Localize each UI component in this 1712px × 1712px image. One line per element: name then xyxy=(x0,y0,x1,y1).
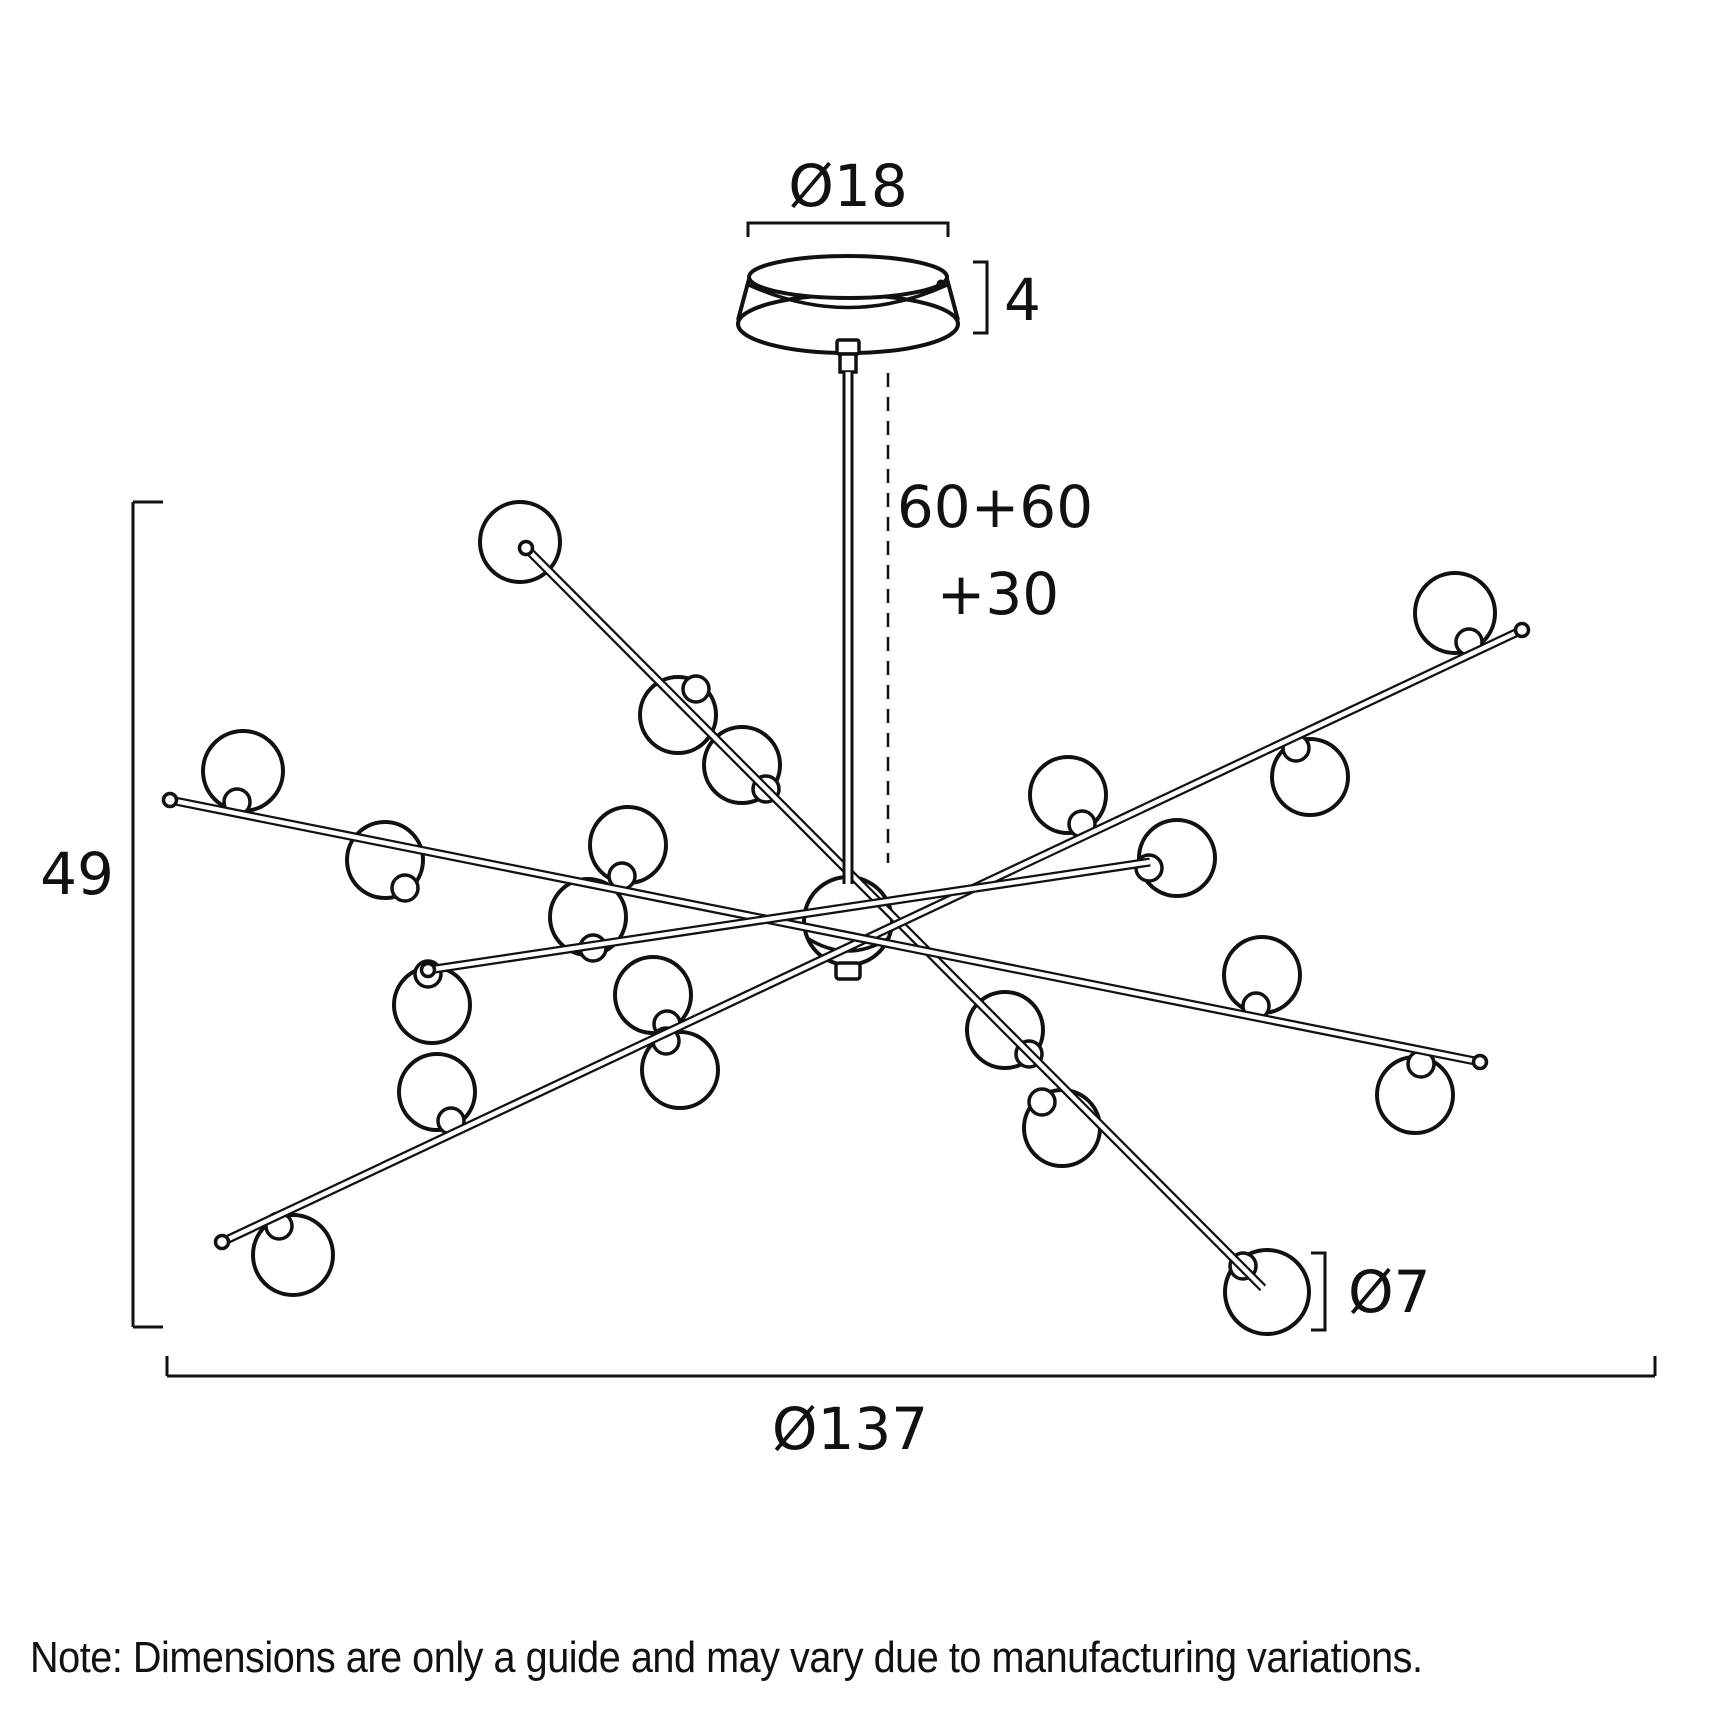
ceiling-canopy xyxy=(738,256,958,372)
rod-tip xyxy=(164,794,177,807)
rod-tip xyxy=(422,964,435,977)
globe xyxy=(1030,757,1106,837)
dimension-canopy-diameter xyxy=(748,152,948,237)
rod-tip xyxy=(216,1236,229,1249)
footer-note: Note: Dimensions are only a guide and may vary due to manufacturing variations. xyxy=(30,1632,1423,1682)
rod-tip xyxy=(1474,1056,1487,1069)
overall-diameter-label: Ø137 xyxy=(771,1395,929,1463)
globe xyxy=(203,731,283,815)
globe xyxy=(640,676,716,753)
globe-collar xyxy=(392,875,418,901)
dimension-globe-diameter xyxy=(1311,1253,1431,1330)
overall-height-label: 49 xyxy=(40,840,114,908)
rod-tip xyxy=(520,542,533,555)
globe xyxy=(399,1054,475,1134)
globe xyxy=(1224,937,1300,1019)
canopy-diameter-label: Ø18 xyxy=(788,152,908,220)
dimension-overall-diameter xyxy=(167,1356,1655,1463)
hub-bottom-knob xyxy=(836,963,860,979)
globe xyxy=(1024,1089,1100,1166)
canopy-height-label: 4 xyxy=(1004,266,1041,334)
stem-length-label-line1: 60+60 xyxy=(896,473,1094,541)
globe xyxy=(1415,573,1495,655)
rod-tip xyxy=(1516,624,1529,637)
canopy-screw xyxy=(937,280,946,289)
dimension-canopy-height xyxy=(973,262,1041,334)
stem-length-label-line2: +30 xyxy=(936,560,1060,628)
globe-diameter-label: Ø7 xyxy=(1348,1258,1431,1326)
globe-collar xyxy=(683,676,709,702)
globe-collar xyxy=(1029,1089,1055,1115)
globe xyxy=(1377,1051,1453,1133)
dimension-overall-height xyxy=(40,502,163,1327)
globe xyxy=(590,807,666,889)
dimension-stem-length xyxy=(897,473,1093,628)
